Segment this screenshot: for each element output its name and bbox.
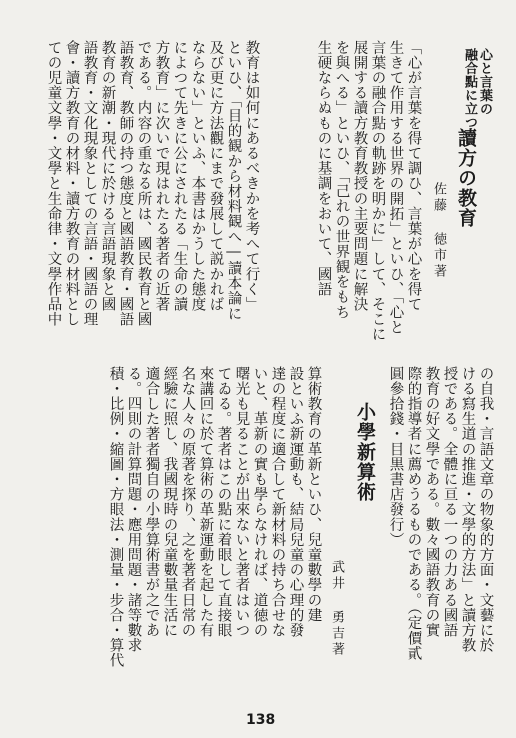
- article1-body-col: 「心が言葉を得て調ひ、言葉が心を得て: [405, 40, 422, 312]
- article2-body-col: てゐる。著者はこの點に着眼して直接眼: [215, 366, 232, 638]
- article1-body-col: 言葉の融合點の軌跡を明かに」して、そこに: [369, 40, 386, 342]
- article1-body-col: 授である。全體に亘る一つの力ある國語: [441, 366, 458, 638]
- article1-body-col: 及び更に方法觀にまで發展して説かれば: [207, 40, 224, 312]
- article1-title: 讀方の教育: [455, 128, 477, 228]
- article1-body-col: 方教育」に次いで現はれたる著者の近著: [153, 40, 170, 312]
- article2-body-col: る。四則の計算問題・應用問題・諸等數求: [125, 366, 142, 653]
- article1-body-col: 語教育・文化現象としての言語・國語の理: [81, 40, 98, 327]
- article2-title: 小學新算術: [354, 402, 376, 502]
- article2-body-col: 經驗に照し、我國現時の兒童數量生活に: [161, 366, 178, 638]
- article2-body-col: 算術教育の革新といひ、兒童數學の建: [305, 366, 322, 623]
- article1-body-col: といひ、「目的観から材料観へ―讀本論に: [225, 40, 242, 322]
- article2-body-col: 來講回に於て算術の革新運動を起した有: [197, 366, 214, 638]
- article2-body-col: 設といふ新運動も、結局兒童の心理的發: [287, 366, 304, 638]
- article1-subtitle-a: 心と言葉の: [477, 48, 492, 116]
- article1-body-col: 語教育、教師の持つ態度と國語教育・國語: [117, 40, 134, 327]
- article1-body-col: の自我・言語文章の物象的方面・文藝に於: [477, 366, 494, 653]
- article1-body-col: ての児童文學・文學と生命律・文學作品中: [45, 40, 62, 327]
- article1-body-col: 會・讀方教育の材料・讀方教育の材料とし: [63, 40, 80, 327]
- article1-body-col: 生きて作用する世界の開拓」といひ、「心と: [387, 40, 404, 335]
- article1-body-col: 生硬ならぬものに基調をおいて、國語: [315, 40, 332, 297]
- article2-author: 武井 勇吉著: [329, 560, 344, 658]
- article1-body-col: 教育の好文學である。數々國語教育の實: [423, 366, 440, 638]
- article1-body-col: である。内容の重なる所は、國民教育と國: [135, 40, 152, 327]
- article2-body-col: いと、革新の實も學らなければ、道徳の: [251, 366, 268, 638]
- article2-body-col: 積・比例・縮圖・方眼法・測量・步合・算代: [107, 366, 124, 668]
- article2-body-col: 達の程度に適合して新材料の持ち合せな: [269, 366, 286, 638]
- article1-body-col: ならない」といふ、本書はかうした態度: [189, 40, 206, 312]
- article2-body-col: 名な人々の原著を探り、之を著者日常の: [179, 366, 196, 638]
- article2-body-col: 曙光も見ることが出來ないと著者はいつ: [233, 366, 250, 638]
- article1-body-col: 教育の新潮・現代に於ける言語現象と國: [99, 40, 116, 312]
- article1-body-col: 圓參拾錢・目黒書店發行）: [387, 366, 404, 548]
- page-number: 138: [246, 712, 276, 728]
- article1-body-col: 際的指導者に薦めうるものである。（定價貳: [405, 366, 422, 661]
- article1-body-col: ける寫生道の推進・文學的方法」と讀方教: [459, 366, 476, 653]
- article1-subtitle-b: 融合點に立つ: [462, 48, 477, 129]
- article1-author: 佐藤 徳市著: [431, 182, 446, 280]
- article1-body-col: によつて先きに公にされたる「生命の讀: [171, 40, 188, 312]
- article1-body-col: を與へる」といひ、「己れの世界観をもち: [333, 40, 350, 320]
- article1-body-col: 展開する讀方教育教授の主要問題に解決: [351, 40, 368, 312]
- article1-body-col: 教育は如何にあるべきかを考へて行く」: [243, 40, 260, 312]
- article2-body-col: 適合した著者獨自の小學算術書が之であ: [143, 366, 160, 638]
